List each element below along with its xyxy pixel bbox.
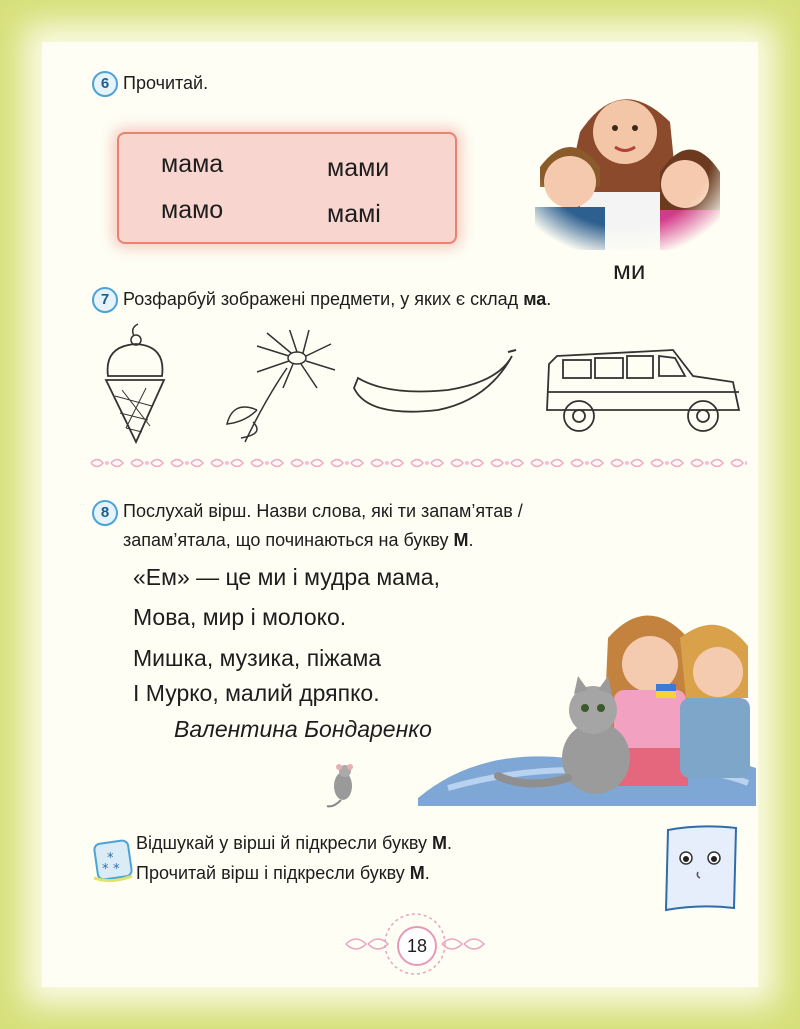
page-number: 18 — [397, 926, 437, 966]
word: мамо — [161, 196, 224, 224]
picture-caption: ми — [613, 255, 646, 285]
task-instruction: Прочитай. — [123, 73, 209, 93]
star-card-icon — [92, 838, 134, 882]
poem-line: І Мурко, малий дряпко. — [133, 680, 380, 706]
word: мама — [161, 150, 224, 178]
banana-icon — [348, 348, 518, 420]
word-box — [117, 132, 457, 244]
family-illustration — [520, 72, 728, 250]
decorative-divider — [87, 456, 747, 470]
task-instruction: Відшукай у вірші й підкресли букву М. — [136, 833, 453, 853]
svg-text:*: * — [102, 862, 109, 877]
word: мамі — [327, 200, 381, 228]
svg-text:*: * — [113, 862, 120, 877]
children-cat-illustration — [418, 598, 756, 806]
task-instruction: Розфарбуй зображені предмети, у яких є склад ма. — [123, 289, 552, 309]
svg-text:*: * — [107, 851, 114, 866]
poem-line: Мишка, музика, піжама — [133, 645, 382, 671]
poem-line: «Ем» — це ми і мудра мама, — [133, 564, 440, 590]
jeep-icon — [543, 336, 745, 444]
word: мами — [327, 154, 390, 182]
mouse-icon — [323, 762, 361, 814]
task-instruction: запам’ятала, що починаються на букву М. — [123, 530, 474, 550]
poem-line: Мова, мир і молоко. — [133, 604, 347, 630]
task-number: 6 — [92, 71, 118, 97]
poem-author: Валентина Бондаренко — [174, 716, 432, 742]
task-number: 8 — [92, 500, 118, 526]
paper-character-icon — [660, 822, 742, 914]
task-number: 7 — [92, 287, 118, 313]
ice-cream-icon — [100, 318, 170, 446]
task-instruction: Послухай вірш. Назви слова, які ти запам’ятав / — [123, 501, 523, 521]
task-instruction: Прочитай вірш і підкресли букву М. — [136, 863, 430, 883]
chamomile-icon — [215, 330, 340, 448]
